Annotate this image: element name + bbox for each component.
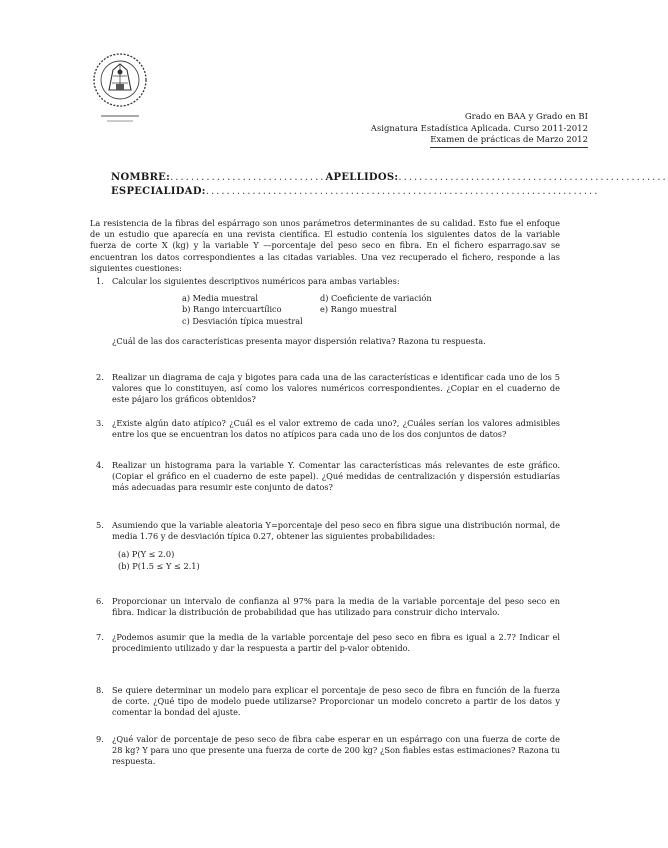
question-2 — [96, 372, 560, 406]
list-item: c) Desviación típica muestral — [182, 315, 303, 326]
question-9 — [96, 734, 560, 768]
university-seal-logo — [89, 50, 151, 130]
list-item: e) Rango muestral — [320, 304, 397, 315]
question-number: 4. — [96, 460, 104, 470]
question-text: ¿Podemos asumir que la media de la variable porcentaje del peso seco en fibra es igual a 2.7? Indicar el procedimiento utilizado y dar la respuesta a partir del p-valor obtenido. — [112, 632, 560, 654]
degree-line: Grado en BAA y Grado en BI — [464, 112, 588, 122]
question-number: 9. — [96, 734, 104, 744]
question-number: 7. — [96, 632, 104, 642]
name-field-row — [111, 172, 668, 183]
question-text: Asumiendo que la variable aleatoria Y=porcentaje del peso seco en fibra sigue una distribución normal, de media 1.76 y de desviación típica 0.27, obtener las siguientes probabilidades: — [112, 520, 560, 542]
question-text: Calcular los siguientes descriptivos numéricos para ambas variables: — [112, 276, 400, 286]
descriptive-list — [182, 293, 560, 327]
question-8 — [96, 685, 560, 719]
question-text: ¿Qué valor de porcentaje de peso seco de fibra cabe esperar en un espárrago con una fuerza de corte de 28 kg? Y para uno que presente una fuerza de corte de 200 kg? ¿Son fiables estas estimaciones? Razona tu respuesta. — [112, 734, 560, 767]
subject-line: Asignatura Estadística Aplicada. Curso 2011-2012 — [370, 123, 588, 134]
question-follow-up: ¿Cuál de las dos características presenta mayor dispersión relativa? Razona tu respuesta. — [112, 335, 486, 346]
exam-line: Examen de prácticas de Marzo 2012 — [430, 135, 588, 148]
exam-title — [328, 135, 588, 148]
question-text: Realizar un histograma para la variable Y. Comentar las características más relevantes de este gráfico. (Copiar el gráfico en el cuaderno de este papel). ¿Qué medidas de centralización y dispersión estudiarías más adecuadas para resumir este conjunto de datos? — [112, 460, 560, 493]
question-6 — [96, 596, 560, 618]
nombre-label: NOMBRE: — [111, 172, 171, 183]
question-4 — [96, 460, 560, 494]
question-7 — [96, 632, 560, 654]
question-number: 2. — [96, 372, 104, 382]
question-number: 3. — [96, 418, 104, 428]
list-item: (a) P(Y ≤ 2.0) — [118, 549, 175, 560]
question-text: Se quiere determinar un modelo para explicar el porcentaje de peso seco de fibra en función de la fuerza de corte. ¿Qué tipo de modelo puede utilizarse? Proporcionar un modelo concreto a partir de los datos y comentar la bondad del ajuste. — [112, 685, 560, 718]
especialidad-dots: ............................................................................ — [205, 186, 600, 197]
list-item — [320, 316, 450, 327]
apellidos-label: APELLIDOS: — [325, 172, 399, 183]
question-3 — [96, 418, 560, 440]
question-number: 6. — [96, 596, 104, 606]
intro-paragraph: La resistencia de la fibras del espárrago son unos parámetros determinantes de su calidad. Esto fue el enfoque de un estudio que aparecía en una revista científica. El estudio contenía los siguientes datos de la variable fuerza de corte X (kg) y la variable Y —porcentaje del peso seco en fibra. En el fichero esparrago.sav se encuentran los datos correspondientes a las citadas variables. Una vez recuperado el fichero, responde a las siguientes cuestiones: — [90, 218, 560, 273]
question-number: 5. — [96, 520, 104, 530]
exam-header — [328, 112, 588, 148]
especialidad-label: ESPECIALIDAD: — [111, 186, 206, 197]
question-number: 8. — [96, 685, 104, 695]
list-item: b) Rango intercuartílico — [182, 304, 282, 315]
list-item: a) Media muestral — [182, 293, 259, 304]
question-number: 1. — [96, 276, 104, 286]
apellidos-dots: .................................................... — [398, 172, 668, 183]
nombre-dots: .............................. — [170, 172, 326, 183]
list-item: d) Coeficiente de variación — [320, 293, 432, 304]
question-text: ¿Existe algún dato atípico? ¿Cuál es el valor extremo de cada uno?, ¿Cuáles serían los valores admisibles entre los que se encuentran los datos no atípicos para cada uno de los dos conjuntos de datos? — [112, 418, 560, 440]
question-text: Proporcionar un intervalo de confianza al 97% para la media de la variable porcentaje del peso seco en fibra. Indicar la distribución de probabilidad que has utilizado para construir dicho intervalo. — [112, 596, 560, 618]
question-5 — [96, 520, 560, 572]
specialty-field-row — [111, 186, 599, 197]
list-item: (b) P(1.5 ≤ Y ≤ 2.1) — [118, 561, 200, 572]
question-text: Realizar un diagrama de caja y bigotes para cada una de las características e identificar cada uno de los 5 valores que lo constituyen, así como los valores numéricos correspondientes. ¿Copiar en el cuaderno de este pájaro los gráficos obtenidos? — [112, 372, 560, 405]
probability-list — [118, 548, 560, 572]
question-1 — [96, 276, 560, 347]
